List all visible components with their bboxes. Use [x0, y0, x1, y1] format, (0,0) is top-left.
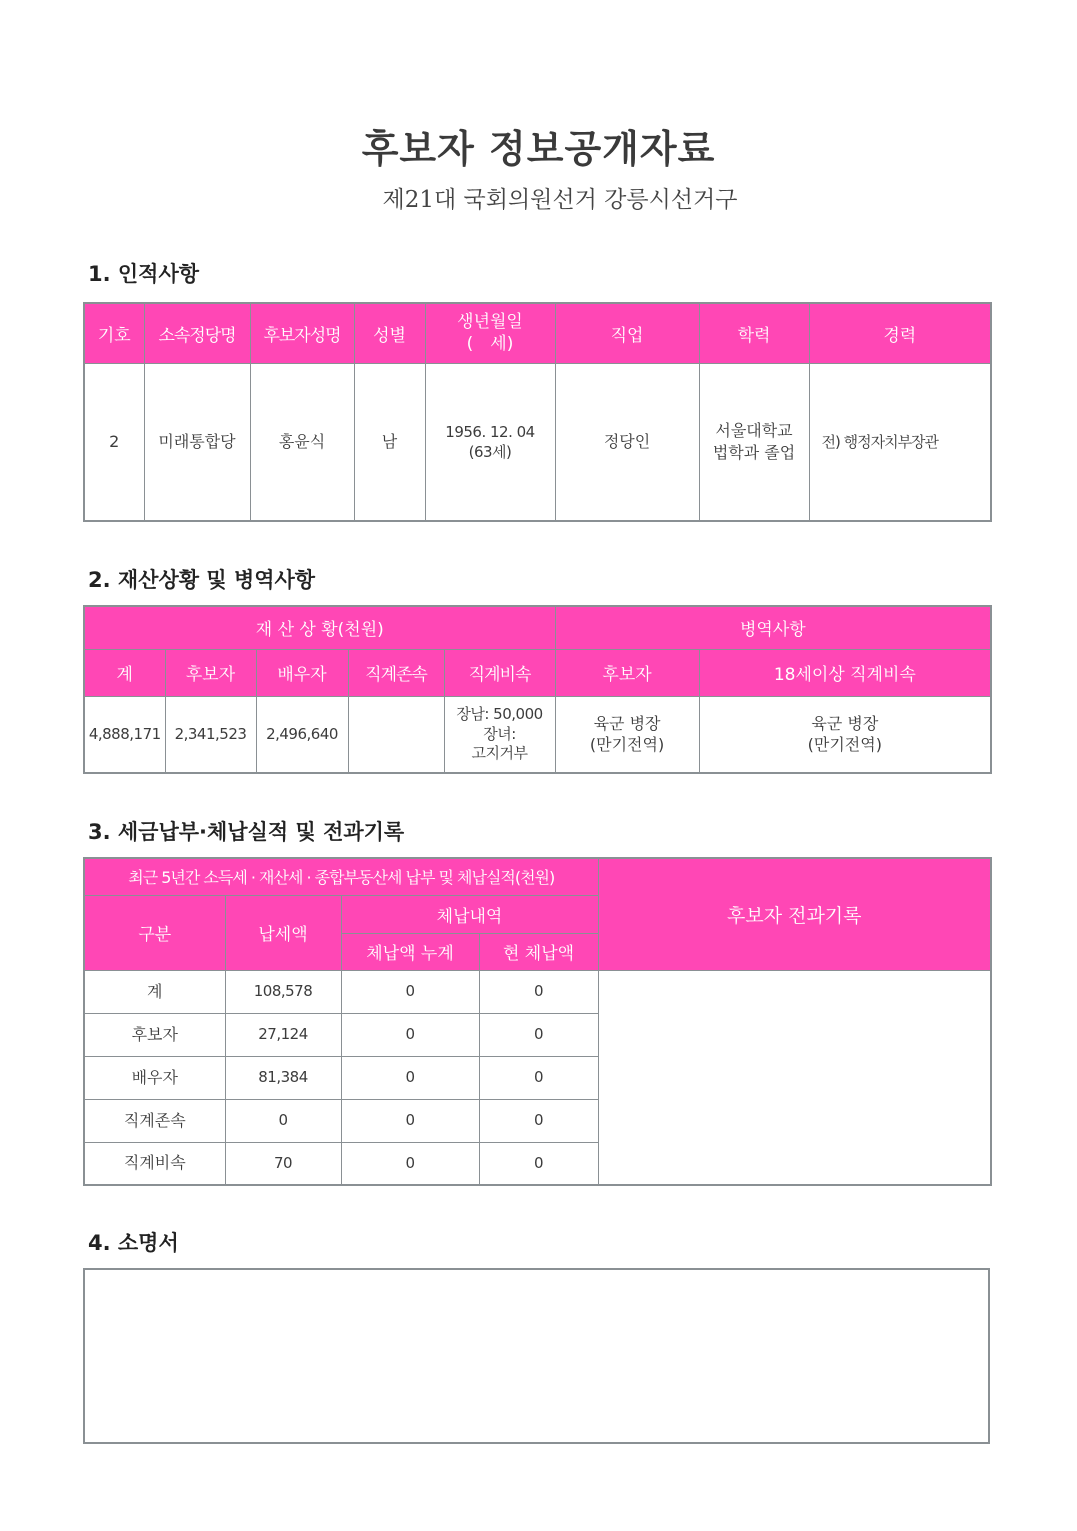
col-paid: 납세액 — [225, 895, 341, 970]
table-row — [84, 363, 991, 521]
cell-property-descendant: 장남: 50,000 장녀: 고지거부 — [444, 696, 555, 773]
header-career: 경력 — [809, 303, 991, 363]
subheader-spouse: 배우자 — [256, 649, 348, 696]
header-education: 학력 — [699, 303, 809, 363]
cell-arrears-current: 0 — [479, 1142, 598, 1185]
cell-category: 계 — [84, 970, 225, 1013]
cell-paid: 27,124 — [225, 1013, 341, 1056]
header-name: 후보자성명 — [250, 303, 354, 363]
property-header: 재 산 상 황(천원) — [84, 606, 555, 649]
criminal-record-cell — [598, 970, 991, 1185]
cell-arrears-total: 0 — [341, 1056, 479, 1099]
table-row — [84, 696, 991, 773]
header-job: 직업 — [555, 303, 699, 363]
page-subtitle: 제21대 국회의원선거 강릉시선거구 — [382, 187, 738, 213]
cell-category: 직계비속 — [84, 1142, 225, 1185]
subheader-candidate: 후보자 — [165, 649, 256, 696]
section3-heading: 3. 세금납부·체납실적 및 전과기록 — [88, 820, 405, 844]
cell-name: 홍윤식 — [250, 363, 354, 521]
cell-paid: 0 — [225, 1099, 341, 1142]
cell-education: 서울대학교 법학과 졸업 — [699, 363, 809, 521]
col-arrears-current: 현 체납액 — [479, 933, 598, 970]
cell-property-candidate: 2,341,523 — [165, 696, 256, 773]
cell-job: 정당인 — [555, 363, 699, 521]
cell-number: 2 — [84, 363, 144, 521]
section4-heading: 4. 소명서 — [88, 1231, 179, 1255]
cell-gender: 남 — [354, 363, 425, 521]
cell-paid: 70 — [225, 1142, 341, 1185]
cell-arrears-total: 0 — [341, 970, 479, 1013]
cell-arrears-current: 0 — [479, 1099, 598, 1142]
cell-category: 직계존속 — [84, 1099, 225, 1142]
subheader-total: 계 — [84, 649, 165, 696]
tax-header: 최근 5년간 소득세 · 재산세 · 종합부동산세 납부 및 체납실적(천원) — [84, 858, 598, 895]
criminal-header: 후보자 전과기록 — [598, 858, 991, 970]
header-party: 소속정당명 — [144, 303, 250, 363]
cell-property-spouse: 2,496,640 — [256, 696, 348, 773]
col-category: 구분 — [84, 895, 225, 970]
cell-paid: 81,384 — [225, 1056, 341, 1099]
col-arrears-total: 체납액 누계 — [341, 933, 479, 970]
header-gender: 성별 — [354, 303, 425, 363]
subheader-military-descendant: 18세이상 직계비속 — [699, 649, 991, 696]
explanation-box — [83, 1268, 990, 1444]
header-birth: 생년월일 ( 세) — [425, 303, 555, 363]
tax-criminal-table — [83, 857, 992, 1186]
cell-military-descendant: 육군 병장 (만기전역) — [699, 696, 991, 773]
col-arrears: 체납내역 — [341, 895, 598, 933]
cell-category: 후보자 — [84, 1013, 225, 1056]
personal-info-table — [83, 302, 992, 522]
page-title: 후보자 정보공개자료 — [361, 127, 716, 171]
property-military-table — [83, 605, 992, 774]
cell-category: 배우자 — [84, 1056, 225, 1099]
cell-arrears-total: 0 — [341, 1013, 479, 1056]
cell-arrears-total: 0 — [341, 1142, 479, 1185]
cell-property-total: 4,888,171 — [84, 696, 165, 773]
subheader-descendant: 직계비속 — [444, 649, 555, 696]
cell-arrears-total: 0 — [341, 1099, 479, 1142]
table-row — [84, 970, 991, 1013]
cell-property-ascendant — [348, 696, 444, 773]
header-number: 기호 — [84, 303, 144, 363]
cell-arrears-current: 0 — [479, 970, 598, 1013]
cell-arrears-current: 0 — [479, 1056, 598, 1099]
military-header: 병역사항 — [555, 606, 991, 649]
subheader-ascendant: 직계존속 — [348, 649, 444, 696]
subheader-military-candidate: 후보자 — [555, 649, 699, 696]
cell-paid: 108,578 — [225, 970, 341, 1013]
cell-military-candidate: 육군 병장 (만기전역) — [555, 696, 699, 773]
section2-heading: 2. 재산상황 및 병역사항 — [88, 568, 316, 592]
cell-career: 전) 행정자치부장관 — [809, 363, 991, 521]
cell-arrears-current: 0 — [479, 1013, 598, 1056]
section1-heading: 1. 인적사항 — [88, 262, 200, 286]
cell-birth: 1956. 12. 04 (63세) — [425, 363, 555, 521]
cell-party: 미래통합당 — [144, 363, 250, 521]
